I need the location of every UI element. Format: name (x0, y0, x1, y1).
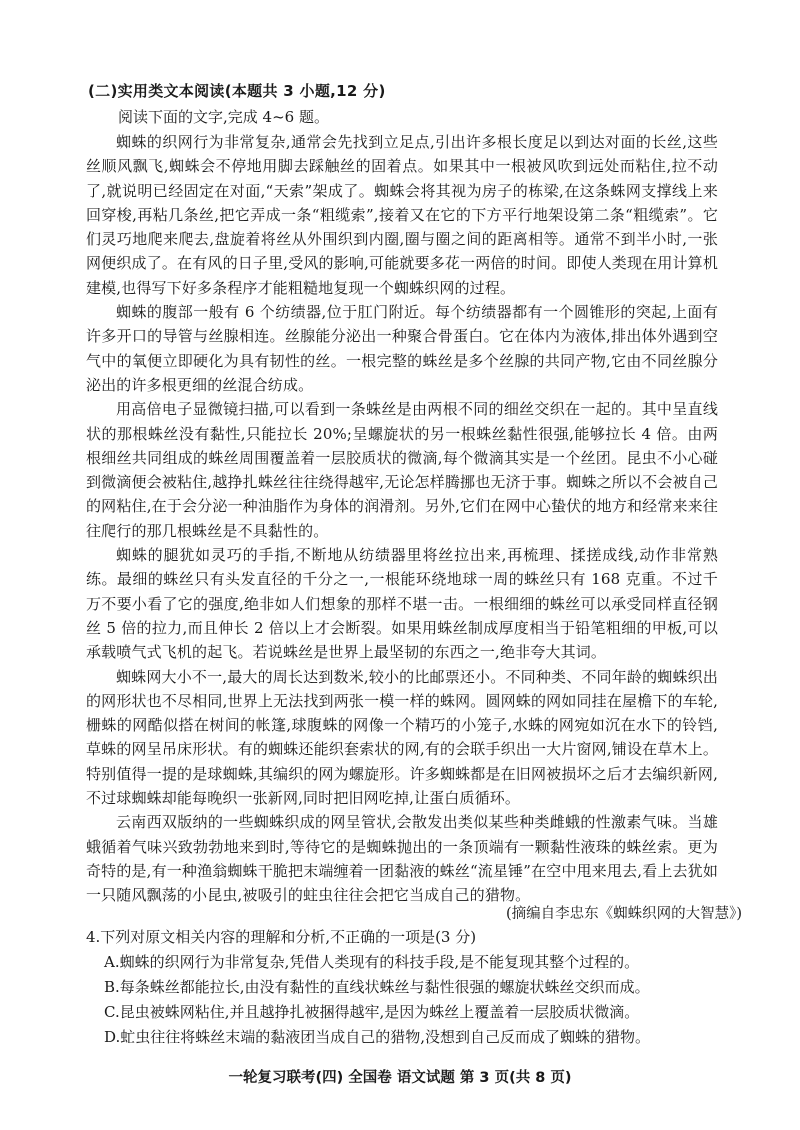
option-d: D.虻虫往往将蛛丝末端的黏液团当成自己的猎物,没想到自己反而成了蜘蛛的猎物。 (104, 1028, 651, 1046)
question-stem: 4.下列对原文相关内容的理解和分析,不正确的一项是(3 分) (86, 928, 477, 946)
section-title: (二)实用类文本阅读(本题共 3 小题,12 分) (88, 82, 386, 100)
passage-paragraph-6: 云南西双版纳的一些蜘蛛织成的网呈管状,会散发出类似某些种类雌蛾的性激素气味。当雄蛾循着气味兴致勃勃地来到时,等待它的是蜘蛛抛出的一条顶端有一颗黏性液珠的蛛丝索。更为奇特的是,有一种渔翁蜘蛛干脆把末端缠着一团黏液的蛛丝“流星锤”在空中甩来甩去,看上去犹如一只随风飘荡的小昆虫,被吸引的蛀虫往往会把它当成自己的猎物。 (86, 813, 718, 905)
option-a: A.蜘蛛的织网行为非常复杂,凭借人类现有的科技手段,是不能复现其整个过程的。 (104, 953, 640, 971)
page-footer: 一轮复习联考(四) 全国卷 语文试题 第 3 页(共 8 页) (228, 1070, 572, 1086)
passage-paragraph-2: 蜘蛛的腹部一般有 6 个纺绩器,位于肛门附近。每个纺绩器都有一个圆锥形的突起,上面有许多开口的导管与丝腺相连。丝腺能分泌出一种聚合骨蛋白。它在体内为液体,排出体外遇到空气中的氧便立即硬化为具有韧性的丝。一根完整的蛛丝是多个丝腺的共同产物,它由不同丝腺分泌出的许多根更细的丝混合纺成。 (86, 303, 718, 394)
passage-paragraph-4: 蜘蛛的腿犹如灵巧的手指,不断地从纺绩器里将丝拉出来,再梳理、揉搓成线,动作非常熟练。最细的蛛丝只有头发直径的千分之一,一根能环绕地球一周的蛛丝只有 168 克重。不过千万不要小看了它的强度,绝非如人们想象的那样不堪一击。一根细细的蛛丝可以承受同样直径钢丝 5 倍的拉力,而且伸长 2 倍以上才会断裂。如果用蛛丝制成厚度相当于铅笔粗细的甲板,可以承载喷气式飞机的起飞。若说蛛丝是世界上最坚韧的东西之一,绝非夸大其词。 (86, 546, 718, 662)
question-4 (86, 925, 726, 1050)
passage-source: (摘编自李忠东《蜘蛛织网的大智慧》) (505, 906, 742, 922)
passage-paragraph-3: 用高倍电子显微镜扫描,可以看到一条蛛丝是由两根不同的细丝交织在一起的。其中呈直线状的那根蛛丝没有黏性,只能拉长 20%;呈螺旋状的另一根蛛丝黏性很强,能够拉长 4 倍。由两根细丝共同组成的蛛丝周围覆盖着一层胶质状的微滴,每个微滴其实是一个丝团。昆虫不小心碰到微滴便会被粘住,越挣扎蛛丝往往绕得越牢,无论怎样腾挪也无济于事。蜘蛛之所以不会被自己的网粘住,在于会分泌一种油脂作为身体的润滑剂。另外,它们在网中心蛰伏的地方和经常来来往往爬行的那几根蛛丝是不具黏性的。 (86, 400, 718, 540)
passage-paragraph-1: 蜘蛛的织网行为非常复杂,通常会先找到立足点,引出许多根长度足以到达对面的长丝,这些丝顺风飘飞,蜘蛛会不停地用脚去踩触丝的固着点。如果其中一根被风吹到远处而粘住,拉不动了,就说明已经固定在对面,“天索”架成了。蜘蛛会将其视为房子的栋梁,在这条蛛网支撑线上来回穿梭,再粘几条丝,把它弄成一条“粗缆索”,接着又在它的下方平行地架设第二条“粗缆索”。它们灵巧地爬来爬去,盘旋着将丝从外围织到内圈,圈与圈之间的距离相等。通常不到半小时,一张网便织成了。在有风的日子里,受风的影响,可能就要多花一两倍的时间。即使人类现在用计算机建模,也得写下好多条程序才能粗糙地复现一个蜘蛛织网的过程。 (86, 133, 718, 297)
option-b: B.每条蛛丝都能拉长,由没有黏性的直线状蛛丝与黏性很强的螺旋状蛛丝交织而成。 (104, 978, 650, 996)
passage-paragraph-5: 蜘蛛网大小不一,最大的周长达到数米,较小的比邮票还小。不同种类、不同年龄的蜘蛛织出的网形状也不尽相同,世界上无法找到两张一模一样的蛛网。圆网蛛的网如同挂在屋檐下的车轮,栅蛛的网酷似搭在树间的帐篷,球腹蛛的网像一个精巧的小笼子,水蛛的网宛如沉在水下的铃铛,草蛛的网呈吊床形状。有的蜘蛛还能织套索状的网,有的会联手织出一大片窗网,铺设在草木上。特别值得一提的是球蜘蛛,其编织的网为螺旋形。许多蜘蛛都是在旧网被损坏之后才去编织新网,不过球蜘蛛却能每晚织一张新网,同时把旧网吃掉,让蛋白质循环。 (86, 667, 718, 808)
option-c: C.昆虫被蛛网粘住,并且越挣扎被捆得越牢,是因为蛛丝上覆盖着一层胶质状微滴。 (104, 1003, 640, 1021)
passage (86, 130, 718, 908)
reading-instruction: 阅读下面的文字,完成 4~6 题。 (118, 108, 329, 126)
